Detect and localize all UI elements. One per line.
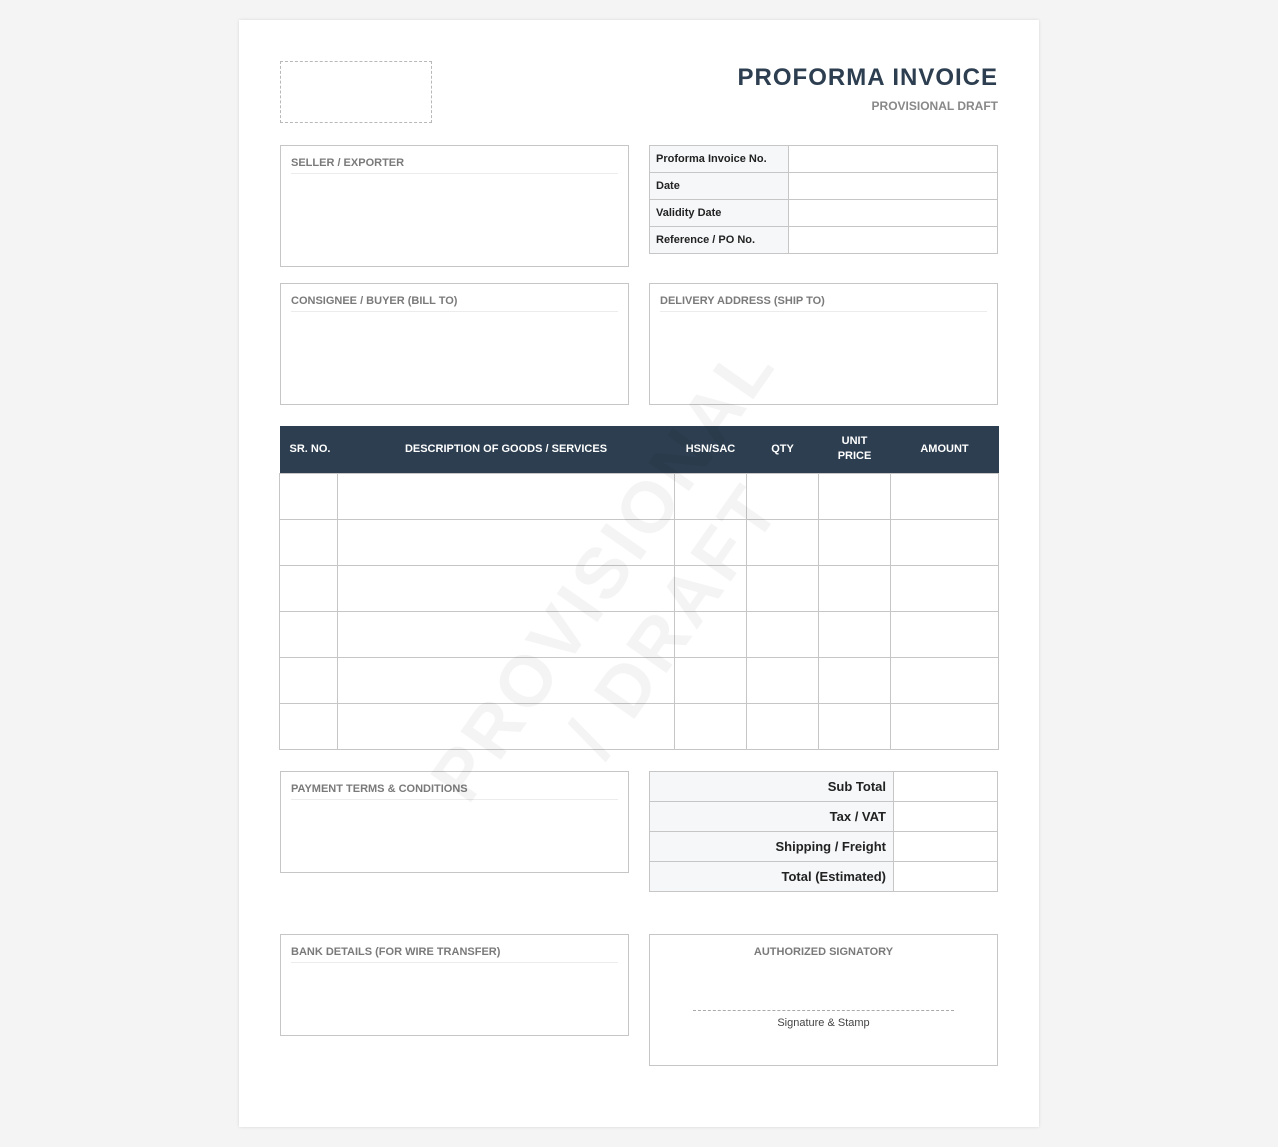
description-cell[interactable] [338, 519, 675, 565]
consignee-label: CONSIGNEE / BUYER (BILL TO) [291, 295, 618, 312]
delivery-label: DELIVERY ADDRESS (SHIP TO) [660, 295, 987, 312]
hsn-sac-cell[interactable] [675, 565, 747, 611]
description-cell[interactable] [338, 611, 675, 657]
column-header-hsn-sac: HSN/SAC [675, 426, 747, 473]
unit-price-cell[interactable] [819, 565, 891, 611]
qty-cell[interactable] [747, 473, 819, 519]
shipping-value[interactable] [894, 832, 998, 862]
document-subtitle: PROVISIONAL DRAFT [871, 99, 998, 113]
amount-cell[interactable] [891, 519, 999, 565]
column-header-description: DESCRIPTION OF GOODS / SERVICES [338, 426, 675, 473]
hsn-sac-cell[interactable] [675, 473, 747, 519]
description-cell[interactable] [338, 473, 675, 519]
amount-cell[interactable] [891, 703, 999, 749]
meta-row [650, 200, 998, 227]
signatory-label: AUTHORIZED SIGNATORY [753, 946, 894, 958]
meta-label: Validity Date [650, 200, 789, 227]
meta-value-reference[interactable] [789, 227, 998, 254]
subtotal-value[interactable] [894, 772, 998, 802]
sr-no-cell[interactable] [280, 703, 338, 749]
document-title: PROFORMA INVOICE [737, 64, 998, 91]
table-row [280, 565, 999, 611]
bank-details-label: BANK DETAILS (FOR WIRE TRANSFER) [291, 946, 618, 963]
totals-label: Total (Estimated) [650, 862, 894, 892]
seller-label: SELLER / EXPORTER [291, 157, 618, 174]
unit-price-cell[interactable] [819, 519, 891, 565]
meta-label: Proforma Invoice No. [650, 146, 789, 173]
seller-box[interactable] [280, 145, 629, 267]
description-cell[interactable] [338, 703, 675, 749]
unit-price-label: UNIT PRICE [837, 435, 872, 463]
unit-price-cell[interactable] [819, 657, 891, 703]
totals-label: Tax / VAT [650, 802, 894, 832]
signatory-box[interactable] [649, 934, 998, 1066]
column-header-qty: QTY [747, 426, 819, 473]
meta-label: Date [650, 173, 789, 200]
totals-label: Shipping / Freight [650, 832, 894, 862]
meta-value-date[interactable] [789, 173, 998, 200]
qty-cell[interactable] [747, 657, 819, 703]
unit-price-cell[interactable] [819, 703, 891, 749]
invoice-page [239, 20, 1039, 1127]
logo-placeholder[interactable] [280, 61, 432, 123]
sr-no-cell[interactable] [280, 611, 338, 657]
delivery-box[interactable] [649, 283, 998, 405]
table-row [280, 657, 999, 703]
totals-label: Sub Total [650, 772, 894, 802]
hsn-sac-cell[interactable] [675, 703, 747, 749]
qty-cell[interactable] [747, 565, 819, 611]
qty-cell[interactable] [747, 611, 819, 657]
unit-price-cell[interactable] [819, 473, 891, 519]
table-row [280, 703, 999, 749]
qty-cell[interactable] [747, 703, 819, 749]
column-header-sr-no: SR. NO. [280, 426, 338, 473]
bank-details-box[interactable] [280, 934, 629, 1036]
meta-value-validity-date[interactable] [789, 200, 998, 227]
unit-price-cell[interactable] [819, 611, 891, 657]
qty-cell[interactable] [747, 519, 819, 565]
meta-row [650, 227, 998, 254]
description-cell[interactable] [338, 657, 675, 703]
tax-value[interactable] [894, 802, 998, 832]
line-items-body [280, 473, 999, 749]
sr-no-cell[interactable] [280, 657, 338, 703]
payment-terms-label: PAYMENT TERMS & CONDITIONS [291, 783, 618, 800]
total-value[interactable] [894, 862, 998, 892]
sr-no-cell[interactable] [280, 473, 338, 519]
signature-line [693, 1010, 954, 1011]
amount-cell[interactable] [891, 473, 999, 519]
table-row [280, 611, 999, 657]
hsn-sac-cell[interactable] [675, 519, 747, 565]
invoice-meta-table [649, 145, 998, 254]
signature-caption: Signature & Stamp [777, 1017, 870, 1029]
description-cell[interactable] [338, 565, 675, 611]
consignee-box[interactable] [280, 283, 629, 405]
meta-row [650, 173, 998, 200]
sr-no-cell[interactable] [280, 565, 338, 611]
hsn-sac-cell[interactable] [675, 657, 747, 703]
payment-terms-box[interactable] [280, 771, 629, 873]
table-row [280, 519, 999, 565]
amount-cell[interactable] [891, 565, 999, 611]
hsn-sac-cell[interactable] [675, 611, 747, 657]
meta-label: Reference / PO No. [650, 227, 789, 254]
amount-cell[interactable] [891, 611, 999, 657]
line-items-table [279, 426, 999, 750]
totals-row [650, 802, 998, 832]
column-header-amount: AMOUNT [891, 426, 999, 473]
totals-row [650, 832, 998, 862]
table-header-row [280, 426, 999, 473]
amount-cell[interactable] [891, 657, 999, 703]
totals-row [650, 772, 998, 802]
sr-no-cell[interactable] [280, 519, 338, 565]
table-row [280, 473, 999, 519]
totals-row [650, 862, 998, 892]
meta-row [650, 146, 998, 173]
meta-value-invoice-no[interactable] [789, 146, 998, 173]
column-header-unit-price [819, 426, 891, 473]
totals-table [649, 771, 998, 892]
